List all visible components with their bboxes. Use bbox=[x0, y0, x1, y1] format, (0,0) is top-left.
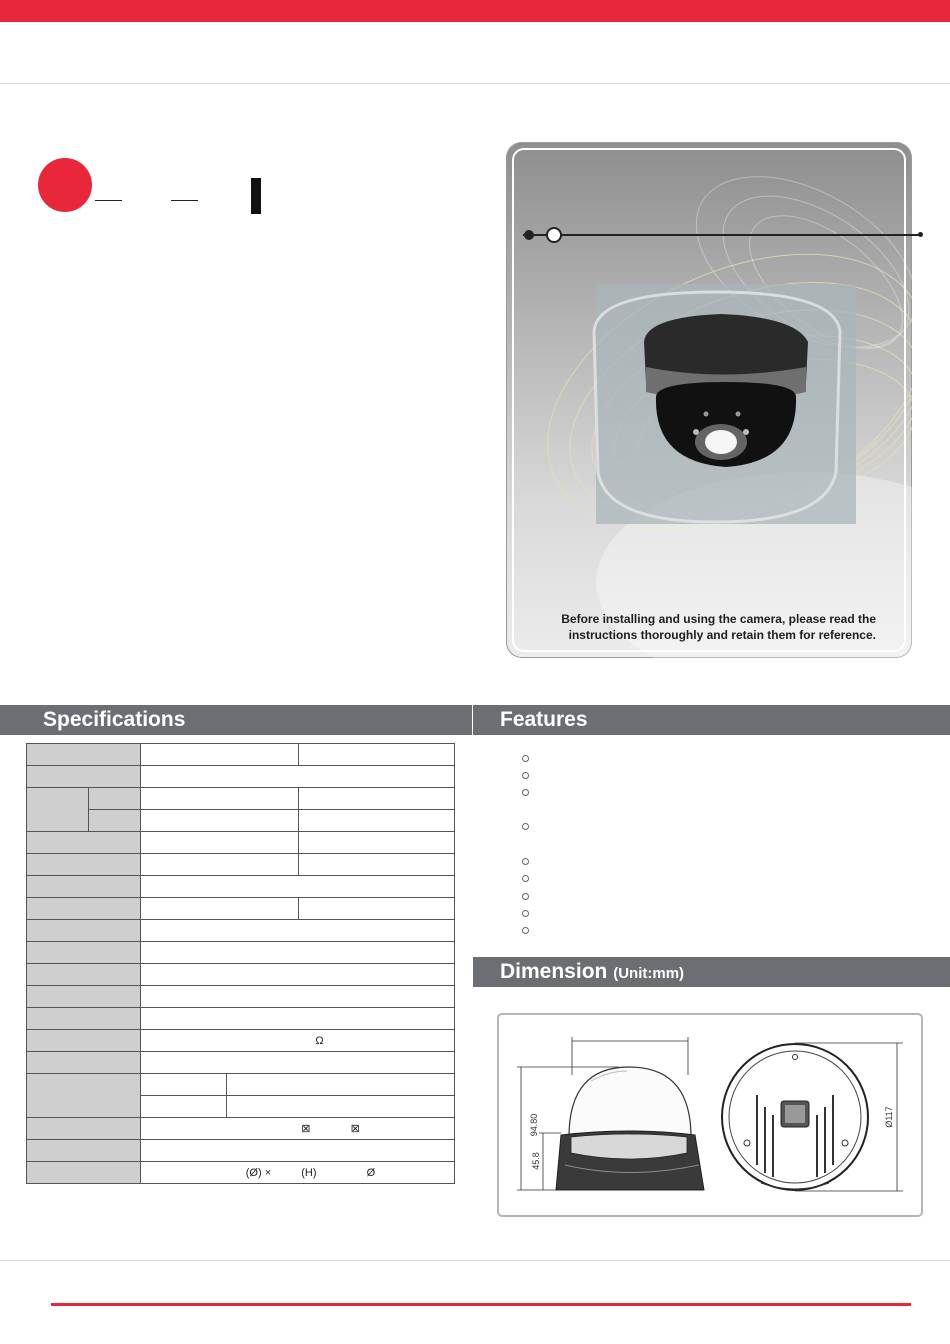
table-cell bbox=[141, 744, 299, 766]
table-row bbox=[27, 876, 455, 898]
table-row bbox=[27, 942, 455, 964]
table-row bbox=[27, 1008, 455, 1030]
features-heading-text: Features bbox=[500, 708, 588, 731]
table-cell bbox=[27, 898, 141, 920]
dimension-height-total: 94.80 bbox=[529, 1113, 539, 1137]
table-cell bbox=[27, 920, 141, 942]
dimension-dia-symbol: Ø bbox=[366, 1166, 376, 1179]
table-cell bbox=[27, 1118, 141, 1140]
feature-bullet-icon bbox=[522, 789, 529, 796]
feature-bullet-icon bbox=[522, 772, 529, 779]
table-cell bbox=[227, 1074, 455, 1096]
table-row bbox=[27, 1140, 455, 1162]
table-cell bbox=[299, 810, 455, 832]
table-cell bbox=[27, 788, 89, 832]
table-cell bbox=[141, 898, 299, 920]
missing-glyph: ⊠ bbox=[350, 1123, 360, 1135]
table-cell bbox=[299, 788, 455, 810]
table-cell bbox=[27, 1162, 141, 1184]
cover-notice-line-1: Before installing and using the camera, please read the bbox=[561, 612, 876, 626]
table-cell bbox=[27, 854, 141, 876]
feature-bullet-icon bbox=[522, 858, 529, 865]
table-cell bbox=[27, 766, 141, 788]
table-cell bbox=[27, 744, 141, 766]
table-cell bbox=[89, 810, 141, 832]
table-cell bbox=[141, 986, 455, 1008]
table-row bbox=[27, 986, 455, 1008]
table-cell bbox=[299, 832, 455, 854]
table-cell bbox=[299, 744, 455, 766]
table-cell bbox=[27, 942, 141, 964]
table-cell bbox=[27, 1052, 141, 1074]
specifications-heading bbox=[0, 705, 472, 735]
table-cell bbox=[141, 1140, 455, 1162]
table-cell bbox=[141, 920, 455, 942]
table-cell bbox=[141, 832, 299, 854]
footer-divider bbox=[0, 1260, 950, 1261]
table-cell bbox=[27, 1074, 141, 1118]
table-cell bbox=[27, 1008, 141, 1030]
red-circle-badge bbox=[38, 158, 92, 212]
table-cell bbox=[141, 876, 455, 898]
cover-line-dot-end bbox=[918, 232, 923, 237]
ohm-symbol: Ω bbox=[315, 1034, 324, 1047]
table-cell bbox=[141, 766, 455, 788]
table-cell-impedance bbox=[141, 1030, 455, 1052]
dimension-drawing bbox=[499, 1015, 921, 1215]
top-red-bar bbox=[0, 0, 950, 22]
cover-decorative-line bbox=[523, 234, 921, 236]
table-row bbox=[27, 766, 455, 788]
table-cell bbox=[227, 1096, 455, 1118]
title-vertical-bar bbox=[251, 178, 261, 214]
table-cell-dimension bbox=[141, 1162, 455, 1184]
table-cell bbox=[141, 1074, 227, 1096]
table-row bbox=[27, 964, 455, 986]
cover-notice bbox=[536, 611, 876, 643]
dimension-height-base: 45.8 bbox=[531, 1152, 541, 1170]
dimension-heading-text: Dimension bbox=[500, 960, 608, 983]
footer-red-line bbox=[51, 1303, 911, 1306]
cover-frame bbox=[512, 148, 906, 652]
table-row bbox=[27, 788, 455, 810]
table-cell bbox=[141, 1052, 455, 1074]
specifications-heading-text: Specifications bbox=[43, 708, 186, 731]
table-row bbox=[27, 1030, 455, 1052]
table-cell bbox=[89, 788, 141, 810]
dimension-heading bbox=[473, 957, 950, 987]
table-cell bbox=[27, 986, 141, 1008]
table-cell bbox=[27, 832, 141, 854]
table-row bbox=[27, 898, 455, 920]
dimension-height-symbol: (H) bbox=[301, 1166, 317, 1179]
feature-bullet-icon bbox=[522, 875, 529, 882]
table-cell bbox=[141, 788, 299, 810]
table-cell bbox=[299, 898, 455, 920]
table-cell bbox=[27, 876, 141, 898]
table-row bbox=[27, 1052, 455, 1074]
feature-bullet-icon bbox=[522, 910, 529, 917]
feature-bullet-icon bbox=[522, 927, 529, 934]
missing-glyph: ⊠ bbox=[301, 1123, 311, 1135]
title-underline-2 bbox=[171, 200, 198, 201]
table-row bbox=[27, 1074, 455, 1096]
cover-notice-line-2: instructions thoroughly and retain them for reference. bbox=[568, 628, 876, 642]
dimension-diameter-symbol: (Ø) × bbox=[245, 1166, 272, 1179]
dimension-drawing-box bbox=[497, 1013, 923, 1217]
header-divider bbox=[0, 83, 950, 84]
table-row bbox=[27, 832, 455, 854]
title-underline-1 bbox=[95, 200, 122, 201]
cover-line-dot-ring bbox=[546, 227, 562, 243]
table-cell bbox=[299, 854, 455, 876]
table-cell bbox=[27, 1030, 141, 1052]
feature-bullet-icon bbox=[522, 823, 529, 830]
table-row bbox=[27, 810, 455, 832]
cover-line-dot-start bbox=[524, 230, 534, 240]
features-heading bbox=[473, 705, 950, 735]
table-cell bbox=[27, 964, 141, 986]
table-row bbox=[27, 854, 455, 876]
dimension-unit-text: (Unit:mm) bbox=[613, 965, 685, 982]
table-cell bbox=[141, 854, 299, 876]
table-cell bbox=[141, 964, 455, 986]
table-cell bbox=[141, 1008, 455, 1030]
feature-bullet-icon bbox=[522, 893, 529, 900]
table-row bbox=[27, 1162, 455, 1184]
table-cell bbox=[141, 1096, 227, 1118]
table-cell-temperature bbox=[141, 1118, 455, 1140]
table-row bbox=[27, 1118, 455, 1140]
cover-panel bbox=[506, 142, 912, 658]
dimension-diameter: Ø117 bbox=[884, 1106, 894, 1128]
table-row bbox=[27, 920, 455, 942]
feature-bullet-icon bbox=[522, 755, 529, 762]
table-cell bbox=[141, 942, 455, 964]
specifications-table bbox=[26, 743, 455, 1184]
table-row bbox=[27, 744, 455, 766]
table-cell bbox=[27, 1140, 141, 1162]
table-cell bbox=[141, 810, 299, 832]
